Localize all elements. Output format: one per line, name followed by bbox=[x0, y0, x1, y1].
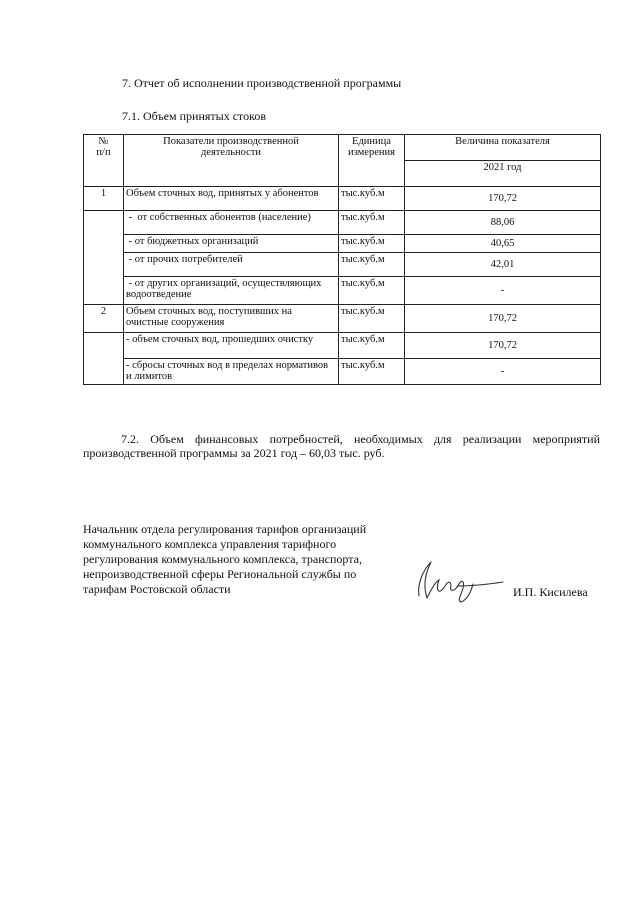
row-unit: тыс.куб.м bbox=[339, 211, 405, 235]
header-unit: Единица измерения bbox=[339, 135, 405, 187]
table-row bbox=[84, 277, 601, 305]
table-row bbox=[84, 253, 601, 277]
row-value: - bbox=[405, 277, 601, 305]
row-indicator: Объем сточных вод, поступивших на очистные сооружения bbox=[124, 305, 339, 333]
row-unit: тыс.куб.м bbox=[339, 253, 405, 277]
row-value: 40,65 bbox=[405, 235, 601, 253]
header-num: № п/п bbox=[84, 135, 124, 187]
row-indicator: - объем сточных вод, прошедших очистку bbox=[124, 333, 339, 359]
row-value: 170,72 bbox=[405, 333, 601, 359]
row-unit: тыс.куб.м bbox=[339, 187, 405, 211]
row-value: 170,72 bbox=[405, 187, 601, 211]
row-value: 88,06 bbox=[405, 211, 601, 235]
table-row bbox=[84, 235, 601, 253]
row-indicator: Объем сточных вод, принятых у абонентов bbox=[124, 187, 339, 211]
row-unit: тыс.куб.м bbox=[339, 333, 405, 359]
row-unit: тыс.куб.м bbox=[339, 359, 405, 385]
signatory-name: И.П. Кисилева bbox=[513, 585, 588, 599]
financial-paragraph: 7.2. Объем финансовых потребностей, необходимых для реализации мероприятий производственной программы за 2021 год – 60,03 тыс. руб. bbox=[83, 432, 600, 460]
row-indicator: - от других организаций, осуществляющих водоотведение bbox=[124, 277, 339, 305]
row-indicator: - сбросы сточных вод в пределах нормативов и лимитов bbox=[124, 359, 339, 385]
header-year: 2021 год bbox=[405, 161, 601, 187]
row-value: 42,01 bbox=[405, 253, 601, 277]
table-row bbox=[84, 359, 601, 385]
row-num-empty bbox=[84, 211, 124, 305]
signatory-title-line: Начальник отдела регулирования тарифов организаций bbox=[83, 522, 367, 536]
table-row bbox=[84, 305, 601, 333]
table-row bbox=[84, 333, 601, 359]
stoki-table bbox=[83, 134, 601, 385]
handwritten-signature bbox=[405, 556, 505, 606]
row-value: 170,72 bbox=[405, 305, 601, 333]
section-heading: 7. Отчет об исполнении производственной программы bbox=[122, 76, 402, 90]
table-row bbox=[84, 211, 601, 235]
signatory-title bbox=[83, 522, 403, 597]
signatory-title-line: регулирования коммунального комплекса, транспорта, bbox=[83, 552, 362, 566]
signatory-title-line: тарифам Ростовской области bbox=[83, 582, 231, 596]
row-num: 1 bbox=[84, 187, 124, 211]
row-unit: тыс.куб.м bbox=[339, 305, 405, 333]
row-num-empty bbox=[84, 333, 124, 385]
signatory-title-line: коммунального комплекса управления тарифного bbox=[83, 537, 337, 551]
header-value: Величина показателя bbox=[405, 135, 601, 161]
row-indicator: - от собственных абонентов (население) bbox=[124, 211, 339, 235]
subsection-heading: 7.1. Объем принятых стоков bbox=[122, 109, 266, 123]
row-unit: тыс.куб.м bbox=[339, 235, 405, 253]
row-indicator: - от прочих потребителей bbox=[124, 253, 339, 277]
header-indicator: Показатели производственной деятельности bbox=[124, 135, 339, 187]
row-indicator: - от бюджетных организаций bbox=[124, 235, 339, 253]
signatory-title-line: непроизводственной сферы Региональной службы по bbox=[83, 567, 357, 581]
row-value: - bbox=[405, 359, 601, 385]
row-unit: тыс.куб.м bbox=[339, 277, 405, 305]
row-num: 2 bbox=[84, 305, 124, 333]
table-row bbox=[84, 187, 601, 211]
